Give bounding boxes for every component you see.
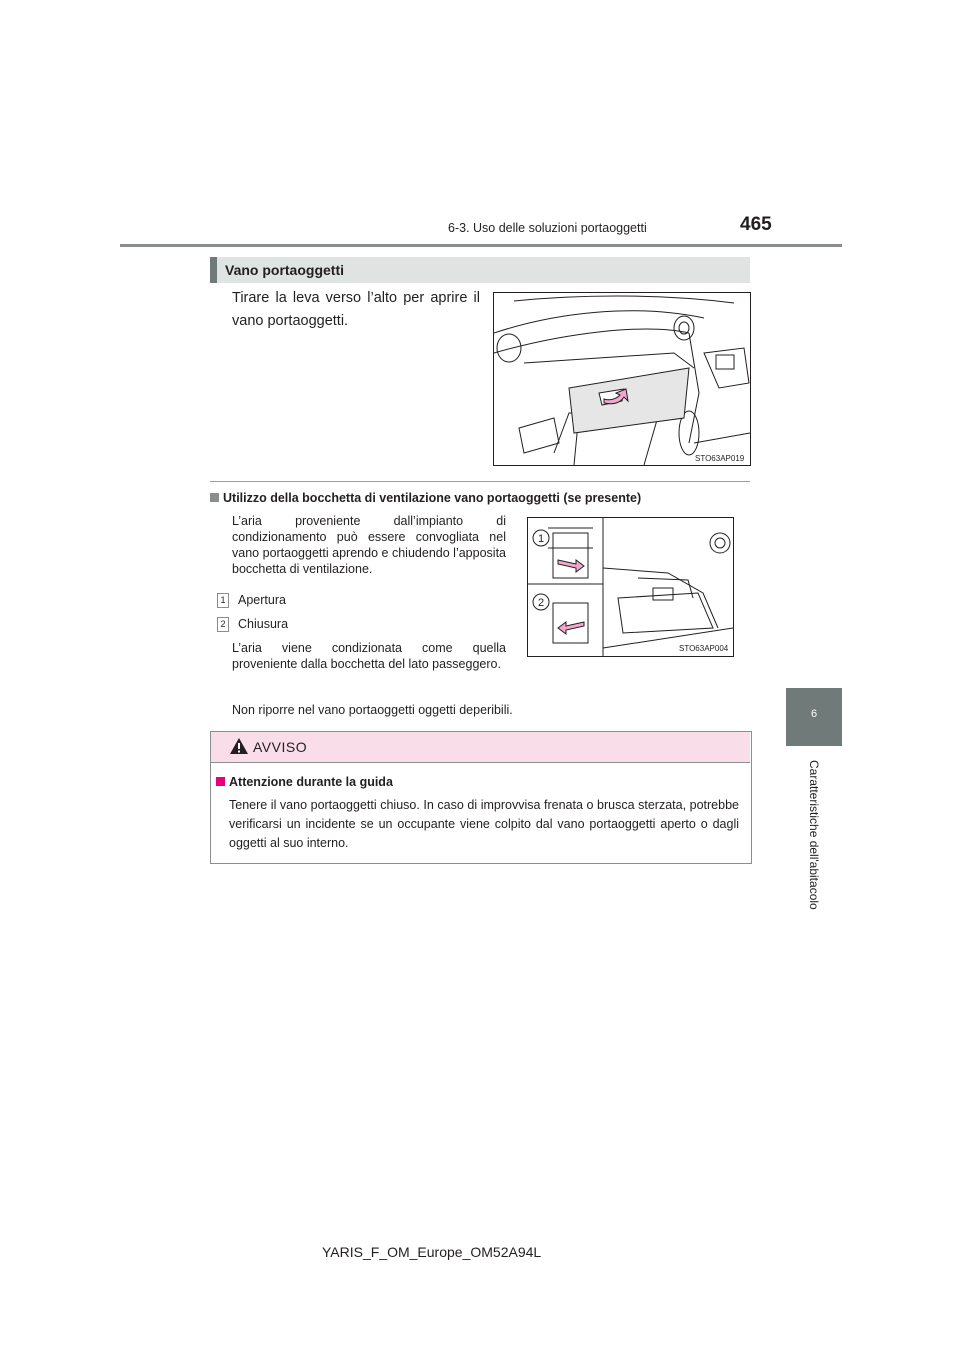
item-number-badge: 2 <box>217 617 229 632</box>
vent-note: L’aria viene condizionata come quella proveniente dalla bocchetta del lato passeggero. <box>232 641 506 671</box>
running-header-section: 6-3. Uso delle soluzioni portaoggetti <box>448 221 647 235</box>
chapter-side-label <box>806 760 822 920</box>
document-footer: YARIS_F_OM_Europe_OM52A94L <box>322 1244 542 1260</box>
item-number-badge: 1 <box>217 593 229 608</box>
item-label-open: Apertura <box>238 593 286 607</box>
square-bullet-icon <box>210 493 219 502</box>
vent-subheading <box>210 491 641 505</box>
warning-title: AVVISO <box>253 739 308 755</box>
figure-2-code: STO63AP004 <box>679 644 729 653</box>
item-label-close: Chiusura <box>238 617 289 631</box>
svg-text:1: 1 <box>537 533 545 545</box>
intro-paragraph: Tirare la leva verso l’alto per aprire il vano portaoggetti. <box>232 290 480 329</box>
vent-illustration <box>528 518 733 656</box>
vent-figure <box>527 517 734 657</box>
warning-triangle-icon <box>229 737 249 755</box>
header-rule <box>120 244 842 247</box>
vent-description: L’aria proveniente dall’impianto di condizionamento può essere convogliata nel vano portaoggetti aprendo e chiudendo l’apposita bocchetta di ventilazione. <box>232 514 506 576</box>
vent-subheading-text: Utilizzo della bocchetta di ventilazione vano portaoggetti (se presente) <box>223 491 642 505</box>
warning-subheading <box>216 775 393 789</box>
chapter-side-label-text: Caratteristiche dell'abitacolo <box>807 760 821 910</box>
section-title: Vano portaoggetti <box>225 262 344 278</box>
figure-1-code: STO63AP019 <box>695 454 745 463</box>
section-title-accent <box>210 257 217 283</box>
chapter-tab-number: 6 <box>810 708 818 720</box>
open-arrow-icon <box>558 560 584 572</box>
perishable-note: Non riporre nel vano portaoggetti oggetti deperibili. <box>232 703 513 717</box>
svg-text:2: 2 <box>537 597 545 609</box>
warning-subheading-text: Attenzione durante la guida <box>229 775 393 789</box>
glove-box-figure <box>493 292 751 466</box>
page-number: 465 <box>740 214 772 235</box>
section-divider <box>210 481 750 482</box>
close-arrow-icon <box>558 622 584 634</box>
glove-box-illustration <box>494 293 750 465</box>
warning-text: Tenere il vano portaoggetti chiuso. In caso di improvvisa frenata o brusca sterzata, potrebbe verificarsi un incidente se un occupante viene colpito dal vano portaoggetti aperto o dagli oggetti al suo interno. <box>229 798 739 850</box>
warning-header-rule <box>211 762 750 763</box>
square-bullet-icon <box>216 777 225 786</box>
